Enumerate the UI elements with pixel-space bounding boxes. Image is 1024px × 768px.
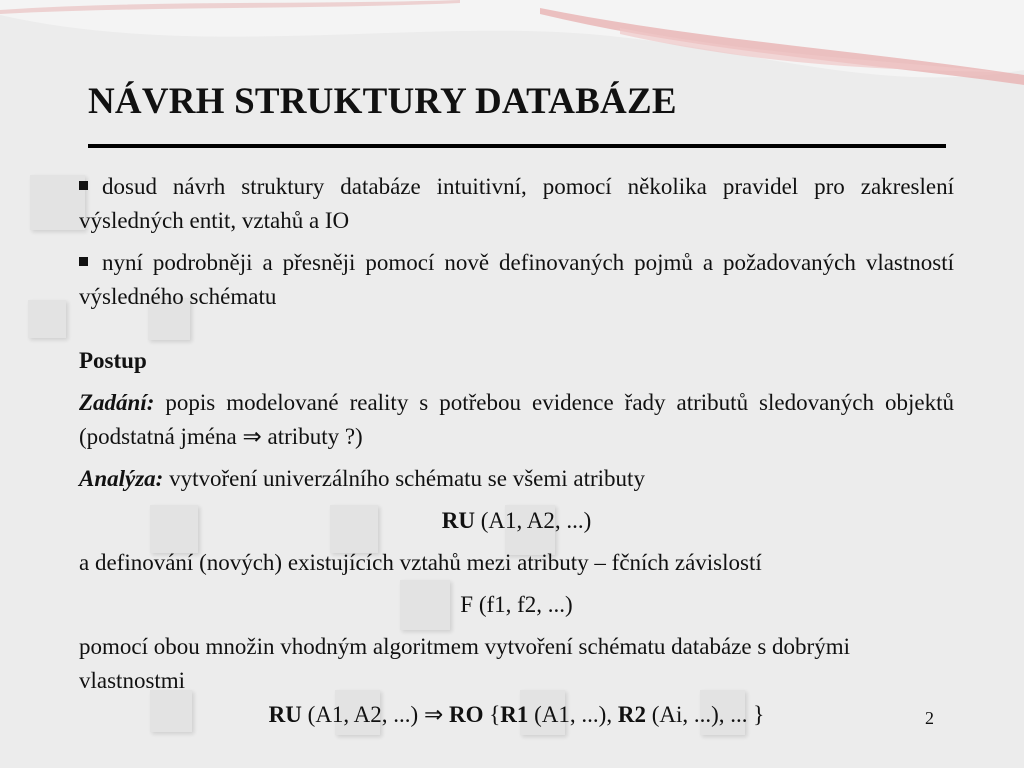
bullet-text: nyní podrobněji a přesněji pomocí nově definovaných pojmů a požadovaných vlastností výsledného schématu [79, 250, 954, 309]
title-underline [88, 144, 946, 148]
slide-title: NÁVRH STRUKTURY DATABÁZE [88, 81, 677, 122]
bullet-item [79, 246, 954, 314]
bullet-text: dosud návrh struktury databáze intuitivní, pomocí několika pravidel pro zakreslení výsledných entit, vztahů a IO [79, 174, 954, 233]
implies-icon: ⇒ [423, 702, 444, 727]
implies-icon: ⇒ [242, 424, 262, 449]
r1-symbol: R1 [500, 702, 529, 727]
analyza-term: Analýza: [79, 466, 164, 491]
r2-args: (Ai, ...), ... } [645, 702, 765, 727]
zadani-text-end: atributy ?) [261, 424, 363, 449]
ru-args: (A1, A2, ...) [474, 508, 592, 533]
f-formula: F (f1, f2, ...) [460, 592, 573, 617]
analyza-text: vytvoření univerzálního schématu se všemi atributy [163, 466, 645, 491]
brace-open: { [483, 702, 501, 727]
slide-body [79, 170, 954, 732]
postup-heading: Postup [79, 348, 147, 373]
square-bullet-icon [79, 181, 88, 190]
algorithm-paragraph: pomocí obou množin vhodným algoritmem vytvoření schématu databáze s dobrými vlastnostmi [79, 634, 850, 693]
analyza-paragraph [79, 462, 954, 496]
bg-square [28, 300, 66, 338]
final-formula [79, 698, 954, 732]
zadani-text: popis modelované reality s potřebou evidence řady atributů sledovaných objektů (podstatná jména [79, 390, 954, 449]
zadani-paragraph [79, 386, 954, 454]
ru-formula [79, 504, 954, 538]
bg-square [30, 175, 85, 230]
ro-symbol: RO [443, 702, 484, 727]
bullet-item [79, 170, 954, 238]
page-number: 2 [925, 708, 934, 728]
define-paragraph: a definování (nových) existujících vztahů mezi atributy – fčních závislostí [79, 550, 762, 575]
ru-symbol: RU [268, 702, 302, 727]
r2-symbol: R2 [617, 702, 646, 727]
ru-symbol: RU [441, 508, 475, 533]
ru-args: (A1, A2, ...) [301, 702, 424, 727]
zadani-term: Zadání: [79, 390, 155, 415]
square-bullet-icon [79, 257, 88, 266]
r1-args: (A1, ...), [528, 702, 618, 727]
